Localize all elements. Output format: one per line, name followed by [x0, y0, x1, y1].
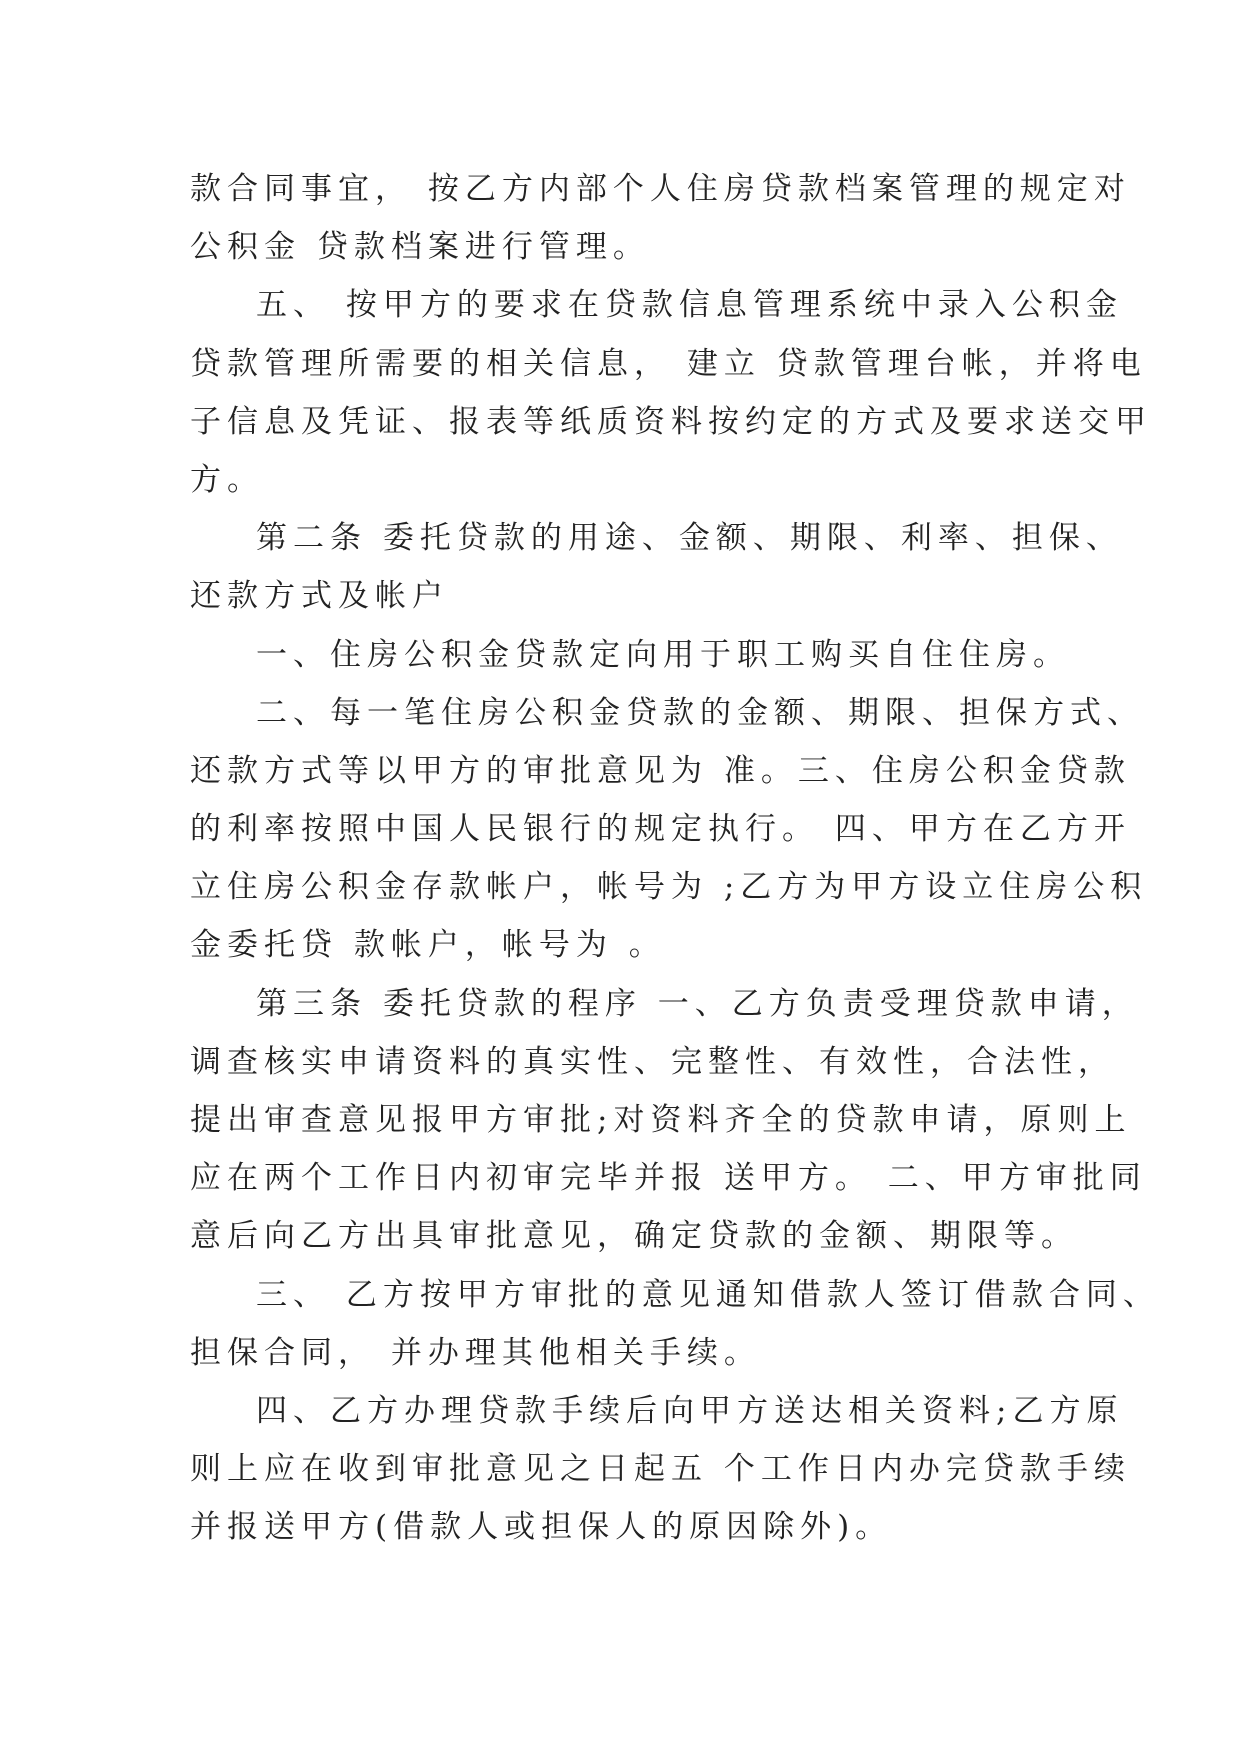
text-line: 贷款管理所需要的相关信息， 建立 贷款管理台帐，并将电 — [190, 345, 1147, 382]
text-line: 款合同事宜， 按乙方内部个人住房贷款档案管理的规定对 — [190, 171, 1131, 207]
text-line: 四、乙方办理贷款手续后向甲方送达相关资料;乙方原 — [256, 1392, 1124, 1429]
text-line: 的利率按照中国人民银行的规定执行。 四、甲方在乙方开 — [190, 811, 1131, 848]
text-line: 调查核实申请资料的真实性、完整性、有效性，合法性， — [190, 1043, 1115, 1080]
text-line: 提出审查意见报甲方审批;对资料齐全的贷款申请，原则上 — [190, 1102, 1132, 1138]
text-line: 五、 按甲方的要求在贷款信息管理系统中录入公积金 — [256, 287, 1123, 324]
text-line: 第二条 委托贷款的用途、金额、期限、利率、担保、 — [256, 520, 1123, 557]
text-line: 立住房公积金存款帐户，帐号为 ;乙方为甲方设立住房公积 — [190, 869, 1148, 906]
text-line: 子信息及凭证、报表等纸质资料按约定的方式及要求送交甲 — [190, 403, 1152, 440]
text-line: 一、住房公积金贷款定向用于职工购买自住住房。 — [256, 636, 1070, 673]
text-line: 担保合同， 并办理其他相关手续。 — [190, 1334, 761, 1371]
text-line: 还款方式等以甲方的审批意见为 准。三、住房公积金贷款 — [190, 752, 1131, 789]
text-line: 应在两个工作日内初审完毕并报 送甲方。 二、甲方审批同 — [190, 1160, 1147, 1197]
text-line: 公积金 贷款档案进行管理。 — [190, 229, 650, 266]
text-line: 则上应在收到审批意见之日起五 个工作日内办完贷款手续 — [190, 1451, 1131, 1488]
text-line: 并报送甲方(借款人或担保人的原因除外)。 — [190, 1509, 893, 1546]
text-line: 三、 乙方按甲方审批的意见通知借款人签订借款合同、 — [256, 1276, 1160, 1313]
text-line: 方。 — [190, 461, 264, 498]
document-body — [190, 160, 1160, 1557]
text-line: 第三条 委托贷款的程序 一、乙方负责受理贷款申请， — [256, 985, 1139, 1022]
text-line: 金委托贷 款帐户，帐号为 。 — [190, 927, 666, 964]
text-line: 二、每一笔住房公积金贷款的金额、期限、担保方式、 — [256, 694, 1144, 731]
text-line: 意后向乙方出具审批意见，确定贷款的金额、期限等。 — [190, 1218, 1078, 1255]
text-line: 还款方式及帐户 — [190, 578, 449, 615]
